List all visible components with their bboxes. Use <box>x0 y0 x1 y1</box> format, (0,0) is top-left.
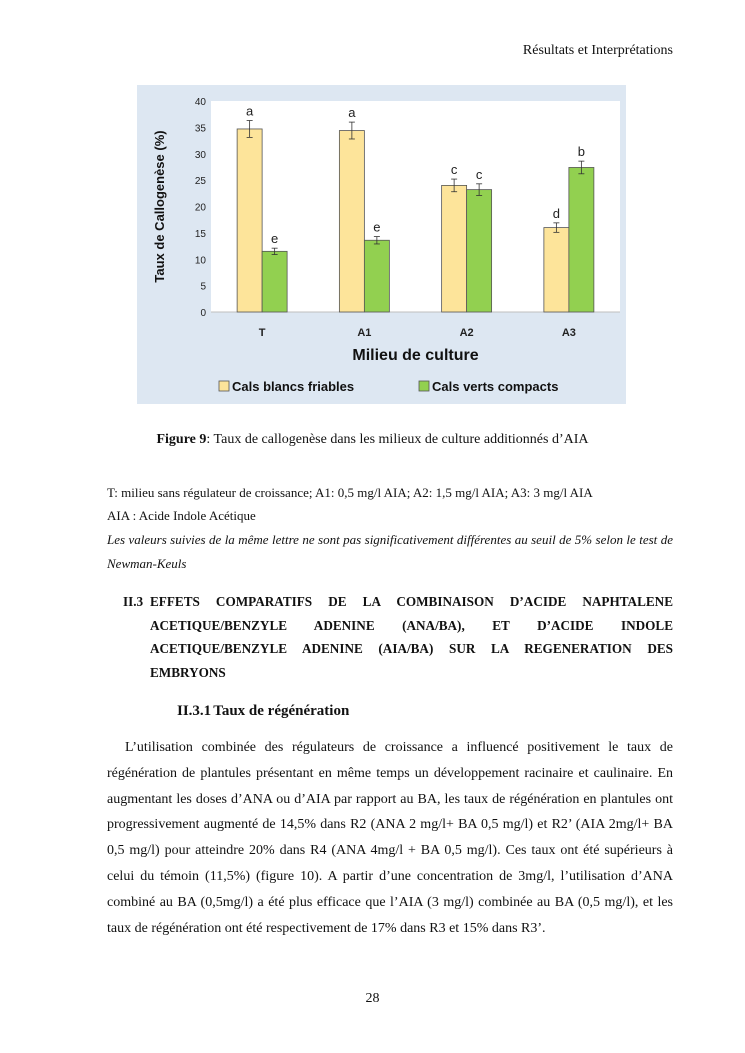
subsection-title: Taux de régénération <box>213 703 350 719</box>
bar-compact-A1 <box>364 240 389 312</box>
subsection-number: II.3.1 <box>177 703 212 719</box>
figure-9-chart <box>137 85 626 404</box>
bar-friable-A1 <box>339 131 364 312</box>
page-number: 28 <box>365 991 380 1006</box>
bar-friable-A2 <box>442 185 467 312</box>
legend-swatch <box>219 381 229 391</box>
y-tick-label: 0 <box>200 308 206 319</box>
x-axis-title: Milieu de culture <box>352 347 479 364</box>
significance-letter: e <box>271 231 279 247</box>
significance-letter: e <box>373 219 381 235</box>
running-header: Résultats et Interprétations <box>522 43 673 58</box>
section-heading <box>123 590 673 684</box>
x-tick-label: A2 <box>459 327 474 339</box>
y-tick-label: 10 <box>194 255 206 267</box>
significance-letter: b <box>577 144 585 160</box>
legend-swatch <box>419 381 429 391</box>
legend-label: Cals blancs friables <box>232 379 355 394</box>
subsection-heading <box>177 703 349 720</box>
body-paragraph: L’utilisation combinée des régulateurs de croissance a influencé positivement le taux de régénération de plantules présentant en même temps un développement racinaire et caulinaire. En augmentant les doses d’ANA ou d’AIA par rapport au BA, les taux de régénération en plantules ont progressivement augmenté de 14,5% dans R2 (ANA 2 mg/l+ BA 0,5 mg/l) et R2’ (AIA 2mg/l+ BA 0,5 mg/l) pour atteindre 20% dans R4 (ANA 4mg/l + BA 0,5 mg/l). Ces taux ont été supérieurs à celui du témoin (11,5%) (figure 10). A partir d’une concentration de 3mg/l, l’utilisation d’ANA combiné au BA (0,5mg/l) a été plus efficace que l’AIA (3 mg/l) combinée au BA (0,5 mg/l), et les taux de régénération ont été respectivement de 17% dans R3 et 15% dans R3’. <box>107 740 673 936</box>
figure-caption <box>0 432 745 448</box>
abbreviations-note: T: milieu sans régulateur de croissance; A1: 0,5 mg/l AIA; A2: 1,5 mg/l AIA; A3: 3 mg/l AIA <box>107 485 593 500</box>
significance-letter: c <box>475 166 483 182</box>
bar-friable-T <box>237 129 262 312</box>
y-tick-label: 5 <box>200 281 206 293</box>
x-tick-label: A3 <box>561 327 576 339</box>
figure-caption-text: : Taux de callogenèse dans les milieux de culture additionnés d’AIA <box>206 432 589 447</box>
x-tick-label: A1 <box>357 327 372 339</box>
bar-compact-A3 <box>569 167 594 312</box>
y-axis-title: Taux de Callogenèse (%) <box>152 130 167 283</box>
y-tick-label: 20 <box>194 202 206 214</box>
y-tick-label: 25 <box>194 176 206 188</box>
significance-letter: a <box>246 103 254 119</box>
x-tick-label: T <box>258 327 266 339</box>
figure-label: Figure 9 <box>156 432 207 447</box>
bar-compact-T <box>262 251 287 312</box>
bar-friable-A3 <box>544 228 569 312</box>
y-tick-label: 30 <box>194 149 206 161</box>
callogenesis-bar-chart <box>137 85 626 404</box>
aia-definition-note: AIA : Acide Indole Acétique <box>107 508 256 523</box>
statistics-note: Les valeurs suivies de la même lettre ne sont pas significativement différentes au seuil de 5% selon le test de Newman-Keuls <box>107 532 673 571</box>
section-title: EFFETS COMPARATIFS DE LA COMBINAISON D’ACIDE NAPHTALENE ACETIQUE/BENZYLE ADENINE (ANA/BA), ET D’ACIDE INDOLE ACETIQUE/BENZYLE ADENINE (AIA/BA) SUR LA REGENERATION DES EMBRYONS <box>150 594 673 680</box>
y-tick-label: 35 <box>194 123 206 135</box>
section-number: II.3 <box>123 594 144 609</box>
y-tick-label: 15 <box>194 228 206 240</box>
significance-letter: a <box>348 105 356 121</box>
significance-letter: d <box>552 205 560 221</box>
significance-letter: c <box>450 162 458 178</box>
legend-label: Cals verts compacts <box>432 379 559 394</box>
y-tick-label: 40 <box>194 97 206 108</box>
bar-compact-A2 <box>467 190 492 312</box>
